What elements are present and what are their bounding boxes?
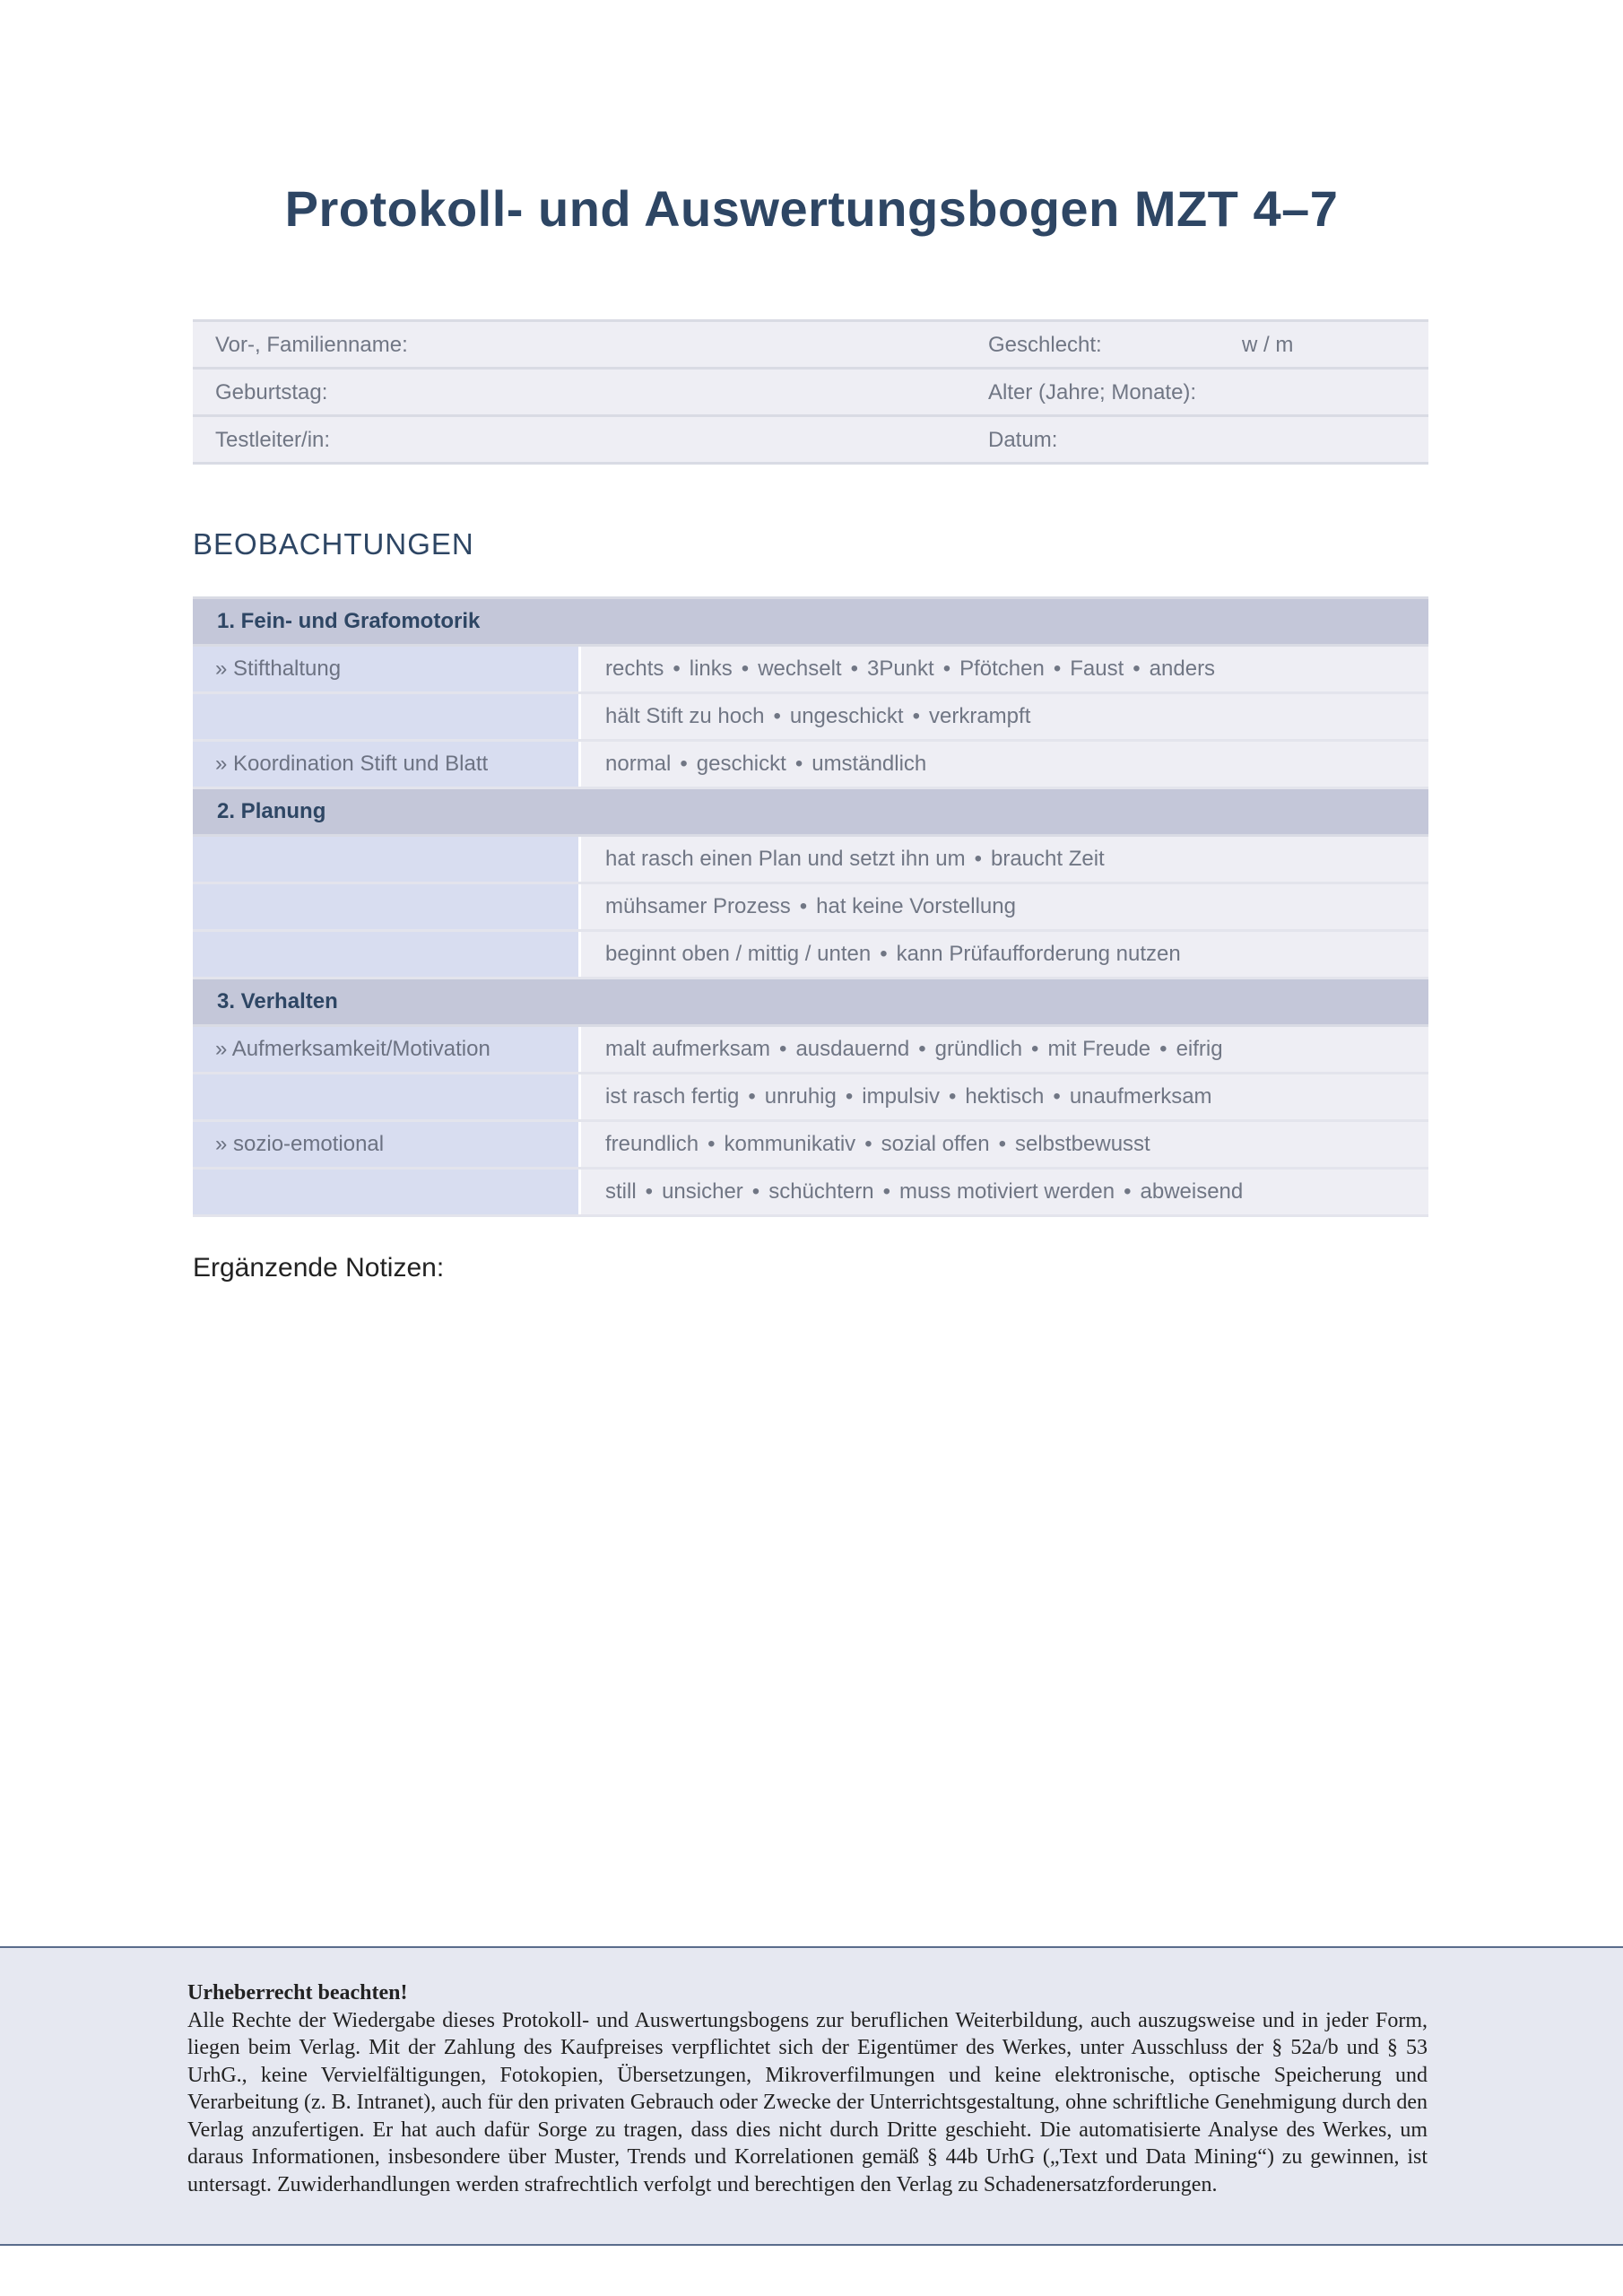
observation-options [578,1074,1428,1119]
info-row-name [193,322,1428,370]
option-item: rechts [605,657,664,681]
observation-options [578,647,1428,691]
option-item: umständlich [812,752,927,776]
option-item: unaufmerksam [1069,1084,1212,1109]
bullet-separator: • [707,1132,716,1156]
option-item: eifrig [1176,1037,1223,1061]
gender-label: Geschlecht: [988,333,1102,357]
option-item: hat rasch einen Plan und setzt ihn um [605,847,966,871]
observation-options [578,884,1428,929]
bullet-separator: • [680,752,688,776]
observations-table [193,596,1428,1217]
observation-label [193,884,578,929]
bullet-separator: • [645,1179,654,1204]
option-item: mit Freude [1047,1037,1151,1061]
bullet-separator: • [751,1179,760,1204]
observation-options [578,1170,1428,1214]
observation-options [578,1122,1428,1167]
observation-options [578,932,1428,977]
observation-label: » sozio-emotional [193,1122,578,1167]
option-item: still [605,1179,637,1204]
observation-label: » Aufmerksamkeit/Motivation [193,1027,578,1072]
observation-label [193,694,578,739]
birthday-label: Geburtstag: [215,380,328,404]
observation-options [578,1027,1428,1072]
bullet-separator: • [845,1084,854,1109]
bullet-separator: • [1031,1037,1039,1061]
observation-label: » Koordination Stift und Blatt [193,742,578,787]
bullet-separator: • [864,1132,872,1156]
observation-row [193,884,1428,932]
observation-label: » Stifthaltung [193,647,578,691]
group-header: 2. Planung [193,789,1428,837]
gender-options: w / m [1242,333,1294,357]
bullet-separator: • [748,1084,756,1109]
info-row-tester [193,417,1428,465]
observation-row [193,932,1428,979]
bullet-separator: • [794,752,803,776]
option-item: gründlich [934,1037,1023,1061]
bullet-separator: • [1053,1084,1061,1109]
bullet-separator: • [1124,1179,1132,1204]
info-row-birthday [193,370,1428,417]
option-item: abweisend [1140,1179,1244,1204]
observation-label [193,1170,578,1214]
page-title: Protokoll- und Auswertungsbogen MZT 4–7 [284,180,1339,237]
observation-row [193,1027,1428,1074]
bullet-separator: • [779,1037,787,1061]
option-item: schüchtern [768,1179,874,1204]
observation-label [193,1074,578,1119]
option-item: kann Prüfaufforderung nutzen [896,942,1181,966]
copyright-footer [0,1946,1623,2246]
section-heading: BEOBACHTUNGEN [193,527,474,561]
age-label: Alter (Jahre; Monate): [988,380,1197,404]
observation-row [193,837,1428,884]
option-item: mühsamer Prozess [605,894,791,918]
option-item: Faust [1070,657,1124,681]
observation-options [578,694,1428,739]
option-item: anders [1149,657,1216,681]
option-item: selbstbewusst [1014,1132,1150,1156]
bullet-separator: • [741,657,750,681]
option-item: wechselt [758,657,842,681]
option-item: sozial offen [881,1132,990,1156]
notes-label: Ergänzende Notizen: [193,1253,445,1283]
observation-row [193,1122,1428,1170]
bullet-separator: • [1053,657,1062,681]
observation-options [578,837,1428,882]
option-item: hat keine Vorstellung [816,894,1016,918]
observation-label [193,837,578,882]
option-item: ausdauernd [795,1037,910,1061]
bullet-separator: • [850,657,858,681]
bullet-separator: • [918,1037,926,1061]
bullet-separator: • [673,657,681,681]
bullet-separator: • [948,1084,957,1109]
option-item: muss motiviert werden [899,1179,1115,1204]
option-item: links [689,657,733,681]
option-item: unsicher [662,1179,743,1204]
bullet-separator: • [974,847,982,871]
bullet-separator: • [1159,1037,1167,1061]
copyright-text-block [187,1979,1428,2198]
bullet-separator: • [882,1179,891,1204]
group-header: 3. Verhalten [193,979,1428,1027]
group-header: 1. Fein- und Grafomotorik [193,599,1428,647]
bullet-separator: • [880,942,888,966]
copyright-text: Alle Rechte der Wiedergabe dieses Protokoll- und Auswertungsbogens zur beruflichen Weiterbildung, auch auszugsweise und in jeder Form, liegen beim Verlag. Mit der Zahlung des Kaufpreises verpflichtet sich der Eigentümer des Werkes, unter Ausschluss der § 52a/b und § 53 UrhG., keine Vervielfältigungen, Fotokopien, Übersetzungen, Mikroverfilmungen und keine elektronische, optische Speicherung und Verarbeitung (z. B. Intranet), auch für den privaten Gebrauch oder Zwecke der Unterrichtsgestaltung, ohne schriftliche Genehmigung durch den Verlag anzufertigen. Er hat auch dafür Sorge zu tragen, dass dies nicht durch Dritte geschieht. Die automatisierte Analyse des Werkes, um daraus Informationen, insbesondere über Muster, Trends und Korrelationen gemäß § 44b UrhG („Text und Data Mining“) zu gewinnen, ist untersagt. Zuwiderhandlungen werden strafrechtlich verfolgt und berechtigen den Verlag zu Schadenersatzforderungen. [187,2008,1428,2196]
bullet-separator: • [773,704,781,728]
option-item: malt aufmerksam [605,1037,771,1061]
observation-row [193,694,1428,742]
observation-row [193,1170,1428,1217]
name-label: Vor-, Familienname: [215,333,408,357]
option-item: ist rasch fertig [605,1084,740,1109]
option-item: hektisch [965,1084,1045,1109]
bullet-separator: • [998,1132,1006,1156]
option-item: kommunikativ [724,1132,856,1156]
option-item: Pfötchen [959,657,1045,681]
observation-row [193,1074,1428,1122]
bullet-separator: • [942,657,951,681]
observation-label [193,932,578,977]
option-item: normal [605,752,672,776]
option-item: 3Punkt [866,657,934,681]
bullet-separator: • [799,894,808,918]
observation-row [193,647,1428,694]
option-item: ungeschickt [789,704,904,728]
personal-info-table [193,319,1428,465]
observation-options [578,742,1428,787]
bullet-separator: • [912,704,920,728]
option-item: hält Stift zu hoch [605,704,765,728]
option-item: unruhig [764,1084,837,1109]
option-item: verkrampft [929,704,1031,728]
bullet-separator: • [1133,657,1141,681]
option-item: impulsiv [862,1084,940,1109]
tester-label: Testleiter/in: [215,428,331,452]
option-item: freundlich [605,1132,699,1156]
date-label: Datum: [988,428,1058,452]
option-item: geschickt [696,752,786,776]
option-item: beginnt oben / mittig / unten [605,942,872,966]
copyright-heading: Urheberrecht beachten! [187,1981,408,2005]
observation-row [193,742,1428,789]
option-item: braucht Zeit [990,847,1105,871]
